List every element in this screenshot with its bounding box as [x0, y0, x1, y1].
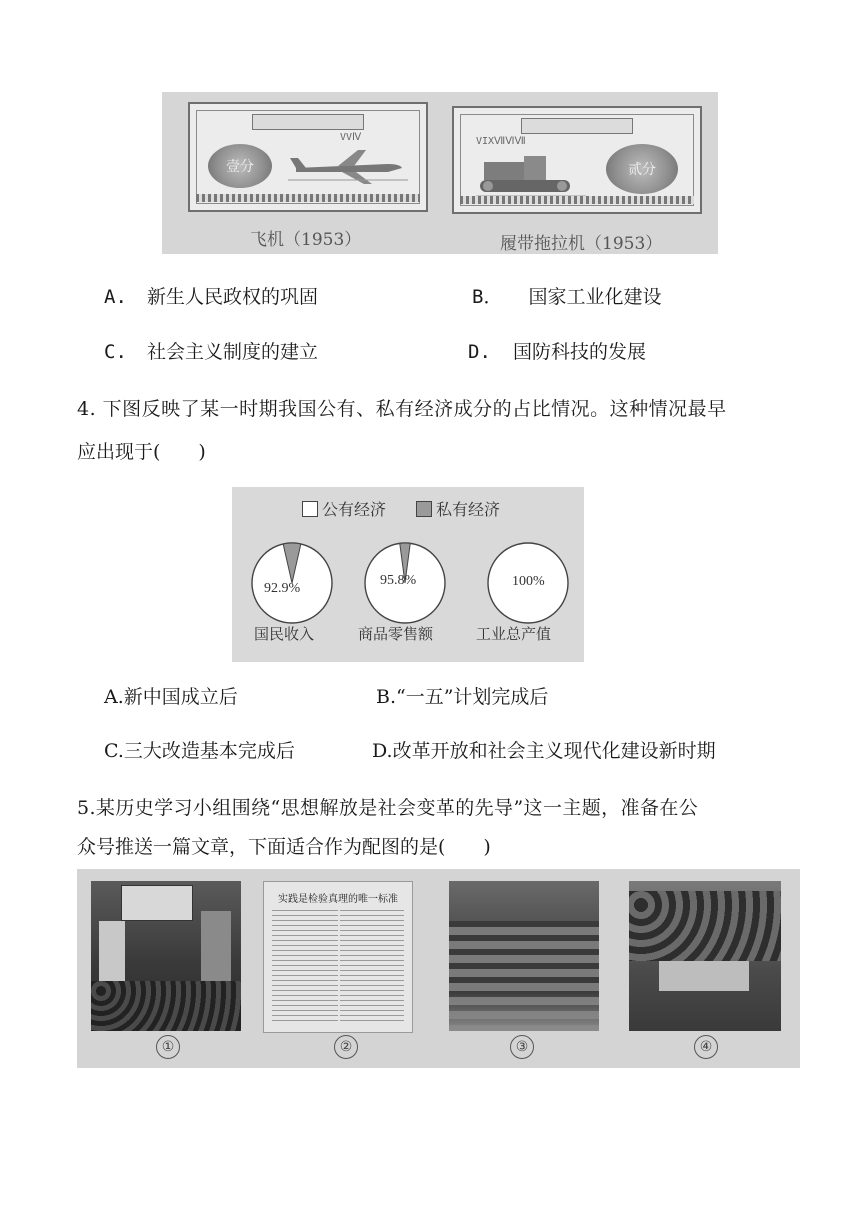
- denomination-medallion: [606, 144, 678, 194]
- banknote-airplane: [188, 102, 428, 212]
- figure-caption-airplane: 飞机（1953）: [250, 230, 362, 250]
- option-letter: C.: [104, 341, 127, 363]
- photo-number-3: ③: [510, 1035, 534, 1059]
- denomination-text: 贰分: [628, 162, 656, 178]
- banknote-header: [521, 118, 633, 134]
- photo-2[interactable]: [263, 881, 413, 1033]
- pie-value-label: 100%: [512, 574, 545, 589]
- question-4-stem-line1: 4. 下图反映了某一时期我国公有、私有经济成分的占比情况。这种情况最早: [77, 398, 727, 420]
- denomination-medallion: [208, 144, 272, 188]
- banknote-figure: [162, 92, 718, 254]
- tractor-icon: [476, 152, 586, 198]
- photo-options-figure: [77, 869, 800, 1068]
- option-text: 国家工业化建设: [528, 286, 662, 308]
- option-d[interactable]: [468, 339, 646, 365]
- pie-category-label: 商品零售额: [358, 625, 434, 643]
- option-letter: D.: [468, 341, 491, 363]
- pie-category-label: 国民收入: [254, 625, 315, 643]
- question-5-stem-line1: 5.某历史学习小组围绕“思想解放是社会变革的先导”这一主题，准备在公: [77, 797, 699, 819]
- banknote-header: [252, 114, 364, 130]
- banknote-serial: VIXⅦⅥⅦ: [476, 136, 526, 147]
- question-4-stem-line2: 应出现于( ): [77, 441, 206, 463]
- pie-chart-figure: [232, 487, 584, 662]
- option-a[interactable]: A.新中国成立后: [104, 686, 238, 708]
- pie-category-label: 工业总产值: [476, 625, 552, 643]
- option-b[interactable]: [472, 284, 662, 310]
- option-text: 国防科技的发展: [512, 341, 646, 363]
- photo-3[interactable]: [449, 881, 599, 1031]
- option-c[interactable]: [104, 339, 318, 365]
- question-5-stem-line2: 众号推送一篇文章，下面适合作为配图的是( ): [77, 836, 491, 858]
- option-a[interactable]: [104, 284, 318, 310]
- newspaper-headline: 实践是检验真理的唯一标准: [278, 894, 398, 905]
- figure-caption-tractor: 履带拖拉机（1953）: [500, 234, 663, 254]
- denomination-text: 壹分: [226, 159, 254, 175]
- banknote-serial: VVⅣ: [340, 132, 362, 143]
- photo-1[interactable]: [91, 881, 241, 1031]
- pie-value-label: 95.8%: [380, 573, 417, 588]
- legend-label-public: 公有经济: [322, 500, 387, 519]
- option-letter: A.: [104, 286, 127, 308]
- option-text: 新生人民政权的巩固: [146, 286, 318, 308]
- banknote-tractor: [452, 106, 702, 214]
- legend-label-private: 私有经济: [436, 500, 501, 519]
- option-c[interactable]: C.三大改造基本完成后: [104, 740, 295, 762]
- option-d[interactable]: D.改革开放和社会主义现代化建设新时期: [372, 740, 716, 762]
- photo-number-2: ②: [334, 1035, 358, 1059]
- pie-value-label: 92.9%: [264, 581, 301, 596]
- option-b[interactable]: B.“一五”计划完成后: [376, 686, 549, 708]
- photo-number-1: ①: [156, 1035, 180, 1059]
- airplane-icon: [288, 146, 408, 186]
- photo-4[interactable]: [629, 881, 781, 1031]
- option-letter: B．: [472, 286, 503, 308]
- photo-number-4: ④: [694, 1035, 718, 1059]
- option-text: 社会主义制度的建立: [146, 341, 318, 363]
